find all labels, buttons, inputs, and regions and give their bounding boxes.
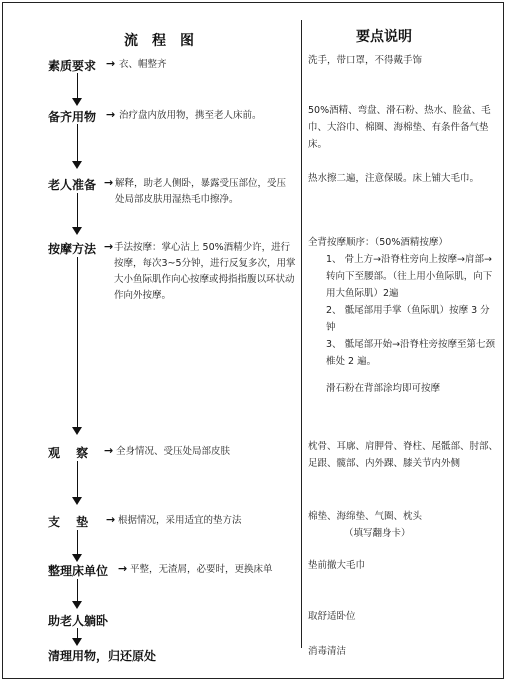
flow-connector [77,461,78,499]
arrow-down-icon [72,554,82,562]
arrow-right-icon: → [104,176,114,189]
note-elder-prep: 热水擦二遍，注意保暖。床上铺大毛巾。 [308,173,480,184]
arrow-down-icon [72,497,82,505]
step-massage: 按摩方法 [48,242,97,256]
massage-sequence-item-1: 1、 骨上方→沿脊柱旁向上按摩→肩部→转向下至腰部。（往上用小鱼际肌，向下用大鱼际肌）2遍 [326,254,493,299]
step-support-pad: 支 垫 [48,515,89,529]
arrow-down-icon [72,161,82,169]
arrow-down-icon [72,638,82,646]
note-lie-down: 取舒适卧位 [308,611,356,622]
step-observe-desc: 全身情况、受压处局部皮肤 [116,446,231,457]
massage-sequence-title: 全背按摩顺序：（50%酒精按摩） [308,237,448,248]
step-massage-desc: 手法按摩：掌心沾上 50%酒精少许，进行按摩，每次3~5分钟，进行反复多次，用掌大小鱼际肌作向心按摩或拇指指腹以环状动作向外按摩。 [114,242,296,301]
note-clean-up: 消毒清洁 [308,646,347,657]
step-prepare-items-desc: 治疗盘内放用物，携至老人床前。 [119,110,262,121]
note-observe: 枕骨、耳廓、肩胛骨、脊柱、尾骶部、肘部、足跟、髋部、内外踝、膝关节内外侧 [308,441,499,469]
step-elder-prep-desc: 解释，助老人侧卧，暴露受压部位，受压处局部皮肤用湿热毛巾擦净。 [115,178,287,205]
column-divider [301,20,302,648]
note-support-pad-line1: 棉垫、海绵垫、气圈、枕头 [308,511,423,522]
arrow-right-icon: → [106,57,116,70]
step-quality-desc: 衣、帽整齐 [119,59,167,70]
flow-connector [77,124,78,163]
step-tidy-bed: 整理床单位 [48,564,109,578]
step-elder-prep: 老人准备 [48,178,97,192]
step-prepare-items: 备齐用物 [48,110,97,124]
step-support-pad-desc: 根据情况，采用适宜的垫方法 [118,515,242,526]
step-tidy-bed-desc: 平整，无渣屑，必要时，更换床单 [130,564,273,575]
arrow-right-icon: → [104,444,114,457]
massage-talc-note: 滑石粉在背部涂均即可按摩 [326,383,441,394]
arrow-right-icon: → [118,562,128,575]
note-support-pad-line2: （填写翻身卡） [344,528,411,539]
note-support-pad [308,508,498,542]
arrow-down-icon [72,427,82,435]
key-points-heading: 要点说明 [356,29,412,45]
note-tidy-bed: 垫前撤大毛巾 [308,560,366,571]
flow-connector [77,530,78,556]
flow-connector [77,579,78,603]
step-observe: 观 察 [48,446,89,460]
note-prepare-items: 50%酒精、弯盘、滑石粉、热水、脸盆、毛巾、大浴巾、棉圈、海棉垫、有条件备气垫床。 [308,105,491,150]
arrow-right-icon: → [106,108,116,121]
flowchart-heading: 流 程 图 [124,33,194,49]
massage-sequence-item-3: 3、 骶尾部开始→沿脊柱旁按摩至第七颈椎处 2 遍。 [326,339,496,367]
arrow-down-icon [72,601,82,609]
arrow-right-icon: → [104,240,114,253]
step-lie-down: 助老人躺卧 [48,614,109,628]
step-clean-up: 清理用物，归还原处 [48,649,157,663]
flow-connector [77,73,78,100]
arrow-down-icon [72,227,82,235]
arrow-right-icon: → [106,513,116,526]
note-massage-sequence [308,234,498,397]
flow-connector [77,257,78,429]
step-quality: 素质要求 [48,59,97,73]
arrow-down-icon [72,98,82,106]
note-quality: 洗手，带口罩，不得戴手饰 [308,55,423,66]
flow-connector [77,193,78,229]
massage-sequence-item-2: 2、 骶尾部用手掌（鱼际肌）按摩 3 分钟 [326,305,490,333]
